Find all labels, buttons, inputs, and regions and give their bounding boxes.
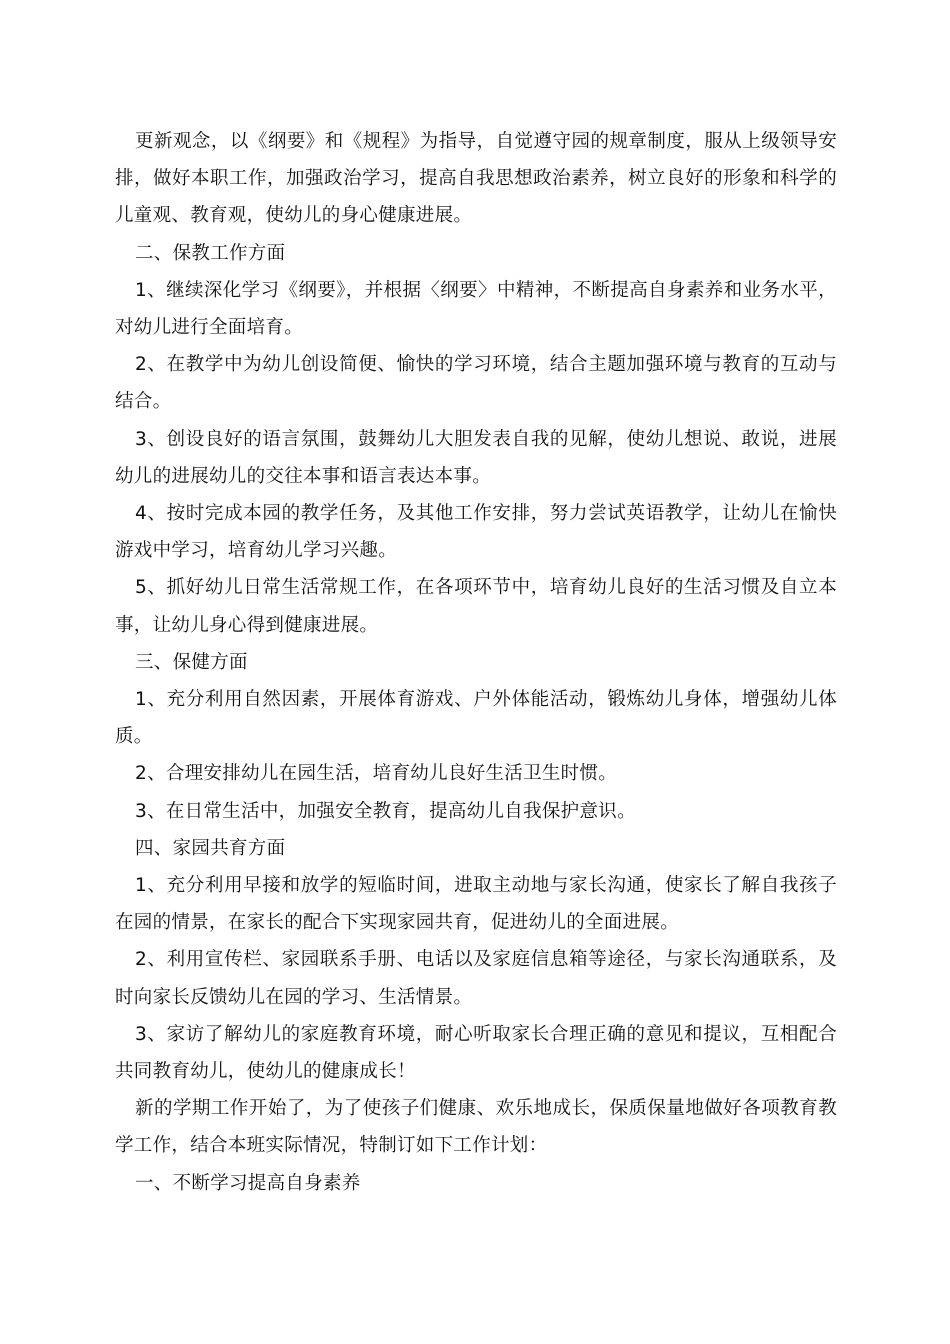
paragraph-home-school-2: 2、利用宣传栏、家园联系手册、电话以及家庭信息箱等途径，与家长沟通联系，及时向家长反馈幼儿在园的学习、生活情景。: [115, 949, 837, 1008]
paragraph-health-3: 3、在日常生活中，加强安全教育，提高幼儿自我保护意识。: [135, 800, 636, 822]
paragraph-teaching-2: 2、在教学中为幼儿创设简便、愉快的学习环境，结合主题加强环境与教育的互动与结合。: [115, 354, 837, 413]
paragraph-new-semester: 新的学期工作开始了，为了使孩子们健康、欢乐地成长，保质保量地做好各项教育教学工作，结合本班实际情况，特制订如下工作计划：: [115, 1098, 837, 1157]
paragraph-teaching-1: 1、继续深化学习《纲要》，并根据〈纲要〉中精神，不断提高自身素养和业务水平，对幼儿进行全面培育。: [115, 279, 837, 339]
document-body: [115, 123, 837, 1202]
paragraph-intro: 更新观念，以《纲要》和《规程》为指导，自觉遵守园的规章制度，服从上级领导安排，做好本职工作，加强政治学习，提高自我思想政治素养，树立良好的形象和科学的儿童观、教育观，使幼儿的身心健康进展。: [115, 131, 837, 227]
heading-self-improvement: 一、不断学习提高自身素养: [135, 1172, 361, 1194]
paragraph-health-1: 1、充分利用自然因素，开展体育游戏、户外体能活动，锻炼幼儿身体，增强幼儿体质。: [115, 689, 837, 748]
heading-teaching-work: 二、保教工作方面: [135, 242, 286, 264]
paragraph-home-school-3: 3、家访了解幼儿的家庭教育环境，耐心听取家长合理正确的意见和提议，互相配合共同教育幼儿，使幼儿的健康成长！: [115, 1023, 837, 1083]
heading-health: 三、保健方面: [135, 651, 248, 673]
paragraph-health-2: 2、合理安排幼儿在园生活，培育幼儿良好生活卫生时惯。: [135, 763, 618, 785]
paragraph-home-school-1: 1、充分利用早接和放学的短临时间，进取主动地与家长沟通，使家长了解自我孩子在园的情景，在家长的配合下实现家园共育，促进幼儿的全面进展。: [115, 875, 837, 934]
paragraph-teaching-4: 4、按时完成本园的教学任务，及其他工作安排，努力尝试英语教学，让幼儿在愉快游戏中学习，培育幼儿学习兴趣。: [115, 503, 837, 562]
paragraph-teaching-3: 3、创设良好的语言氛围，鼓舞幼儿大胆发表自我的见解，使幼儿想说、敢说，进展幼儿的进展幼儿的交往本事和语言表达本事。: [115, 428, 837, 487]
heading-home-school: 四、家园共育方面: [135, 837, 286, 859]
paragraph-teaching-5: 5、抓好幼儿日常生活常规工作，在各项环节中，培育幼儿良好的生活习惯及自立本事，让幼儿身心得到健康进展。: [115, 577, 837, 636]
